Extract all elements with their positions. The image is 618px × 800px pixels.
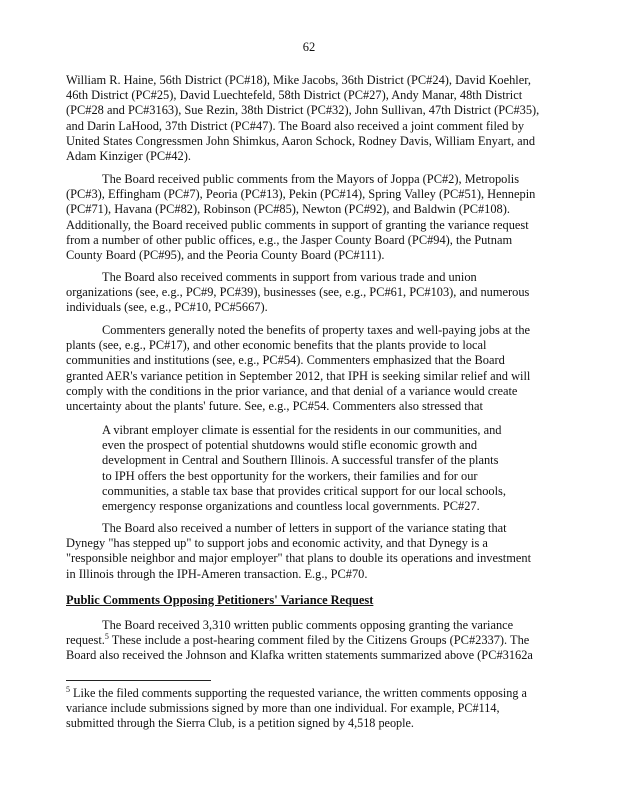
block-quote: A vibrant employer climate is essential for the residents in our communities, and even the prospect of potential shutdowns would stifle economic growth and development in Central and Southern Illinois. A successful transfer of the plants to IPH offers the best opportunity for the workers, their families and for our communities, a stable tax base that provides critical support for our local schools, emergency response organizations and countless local governments. PC#27. (102, 423, 506, 514)
paragraph-text: The Board received public comments from the Mayors of Joppa (PC#2), Metropolis (PC#3), Effingham (PC#7), Peoria (PC#13), Pekin (PC#14), Spring Valley (PC#51), Hennepin (PC#71), Havana (PC#82), Robinson (PC#85), Newton (PC#92), and Baldwin (PC#108). Additionally, the Board received public comments in support of granting the variance request from a number of other public offices, e.g., the Jasper County Board (PC#94), the Putnam County Board (PC#95), and the Peoria County Board (PC#111). (66, 172, 536, 263)
footnote-text: Like the filed comments supporting the requested variance, the written comments opposing a variance include submissions signed by more than one individual. For example, PC#114, submitted through the Sierra Club, is a petition signed by 4,518 people. (66, 686, 527, 730)
paragraph-text: William R. Haine, 56th District (PC#18), Mike Jacobs, 36th District (PC#24), David Koehler, 46th District (PC#25), David Luechtefeld, 58th District (PC#27), Andy Manar, 48th District (PC#28 and PC#3163), Sue Rezin, 38th District (PC#32), John Sullivan, 47th District (PC#35), and Darin LaHood, 37th District (PC#47). The Board also received a joint comment filed by United States Congressmen John Shimkus, Aaron Schock, Rodney Davis, William Enyart, and Adam Kinziger (PC#42). (66, 73, 540, 164)
section-heading: Public Comments Opposing Petitioners' Variance Request (66, 593, 374, 607)
paragraph-text-rest: These include a post-hearing comment filed by the Citizens Groups (PC#2337). The Board also received the Johnson and Klafka written statements summarized above (PC#3162a (66, 633, 533, 663)
paragraph-text: Commenters generally noted the benefits of property taxes and well-paying jobs at the plants (see, e.g., PC#17), and other economic benefits that the plants provide to local communities and institutions (see, e.g., PC#54). Commenters emphasized that the Board granted AER's variance petition in September 2012, that IPH is seeking similar relief and will comply with the conditions in the prior variance, and that denial of a variance would create uncertainty about the plants' future. See, e.g., PC#54. Commenters also stressed that (66, 323, 531, 414)
footnote-marker: 5 (66, 684, 70, 694)
footnote-reference: 5 (104, 632, 109, 642)
paragraph-text: The Board also received comments in support from various trade and union organizations (see, e.g., PC#9, PC#39), businesses (see, e.g., PC#61, PC#103), and numerous individuals (see, e.g., PC#10, PC#5667). (66, 270, 530, 315)
paragraph-text-start: The Board received 3,310 written public comments opposing granting the variance request. (66, 618, 514, 648)
paragraph-text (66, 618, 542, 664)
footnote-divider (66, 680, 211, 681)
paragraph-text: The Board also received a number of letters in support of the variance stating that Dynegy "has stepped up" to support jobs and economic activity, and that Dynegy is a "responsible neighbor and major employer" that plans to double its operations and investment in Illinois through the IPH-Ameren transaction. E.g., PC#70. (66, 521, 532, 581)
paragraph-trade-unions (66, 270, 542, 316)
page-number: 62 (302, 40, 316, 54)
paragraph-opposing (66, 618, 542, 664)
paragraph-legislators (66, 73, 542, 164)
paragraph-dynegy (66, 521, 542, 582)
footnote (66, 686, 542, 731)
paragraph-benefits (66, 323, 542, 414)
paragraph-mayors (66, 172, 542, 263)
